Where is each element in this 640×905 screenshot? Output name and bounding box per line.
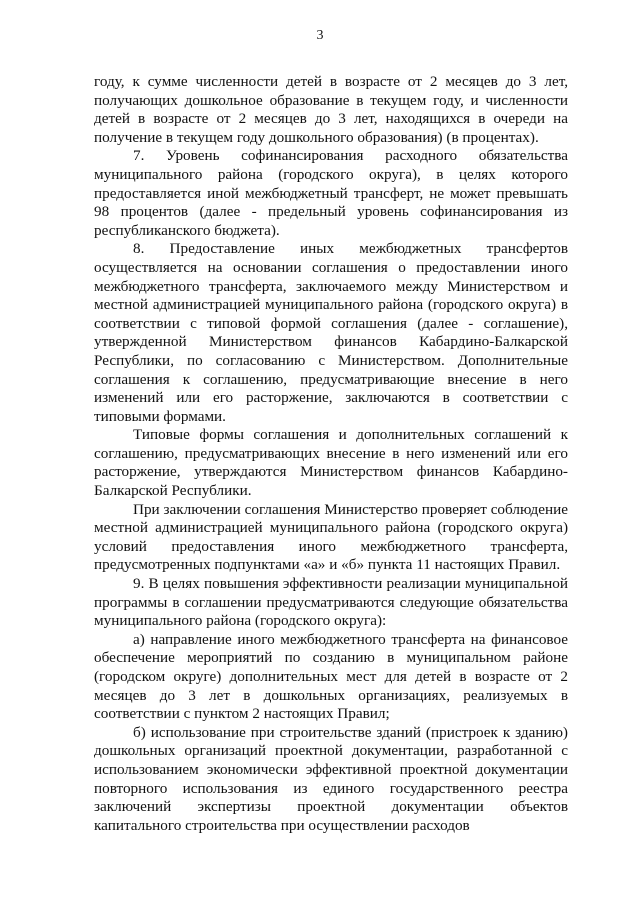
document-body bbox=[94, 73, 568, 835]
paragraph-item-8: 8. Предоставление иных межбюджетных трансфертов осуществляется на основании соглашения о предоставлении иного межбюджетного трансферта, заключаемого между Министерством и местной администрацией муниципального района (городского округа) в соответствии с типовой формой соглашения (далее - соглашение), утвержденной Министерством финансов Кабардино-Балкарской Республики, по согласованию с Министерством. Дополнительные соглашения к соглашению, предусматривающие внесение в него изменений или его расторжение, заключаются в соответствии с типовыми формами. bbox=[94, 240, 568, 425]
paragraph-subitem-b: б) использование при строительстве зданий (пристроек к зданию) дошкольных организаций проектной документации, разработанной с использованием экономически эффективной проектной документации повторного использования из единого государственного реестра заключений экспертизы проектной документации объектов капитального строительства при осуществлении расходов bbox=[94, 723, 568, 834]
paragraph-standard-forms: Типовые формы соглашения и дополнительных соглашений к соглашению, предусматривающих внесение в него изменений или его расторжение, утверждаются Министерством финансов Кабардино-Балкарской Республики. bbox=[94, 426, 568, 500]
paragraph-item-9: 9. В целях повышения эффективности реализации муниципальной программы в соглашении предусматриваются следующие обязательства муниципального района (городского округа): bbox=[94, 575, 568, 630]
paragraph-item-7: 7. Уровень софинансирования расходного обязательства муниципального района (городского округа), в целях которого предоставляется иной межбюджетный трансферт, не может превышать 98 процентов (далее - предельный уровень софинансирования из республиканского бюджета). bbox=[94, 147, 568, 239]
paragraph-ministry-check: При заключении соглашения Министерство проверяет соблюдение местной администрацией муниципального района (городского округа) условий предоставления иного межбюджетного трансферта, предусмотренных подпунктами «а» и «б» пункта 11 настоящих Правил. bbox=[94, 500, 568, 574]
paragraph-continuation: году, к сумме численности детей в возрасте от 2 месяцев до 3 лет, получающих дошкольное образование в текущем году, и численности детей в возрасте от 2 месяцев до 3 лет, находящихся в очереди на получение в текущем году дошкольного образования) (в процентах). bbox=[94, 73, 568, 146]
page-number: 3 bbox=[316, 28, 324, 43]
paragraph-subitem-a: а) направление иного межбюджетного трансферта на финансовое обеспечение мероприятий по созданию в муниципальном районе (городском округе) дополнительных мест для детей в возрасте от 2 месяцев до 3 лет в дошкольных организациях, реализуемых в соответствии с пунктом 2 настоящих Правил; bbox=[94, 630, 568, 723]
